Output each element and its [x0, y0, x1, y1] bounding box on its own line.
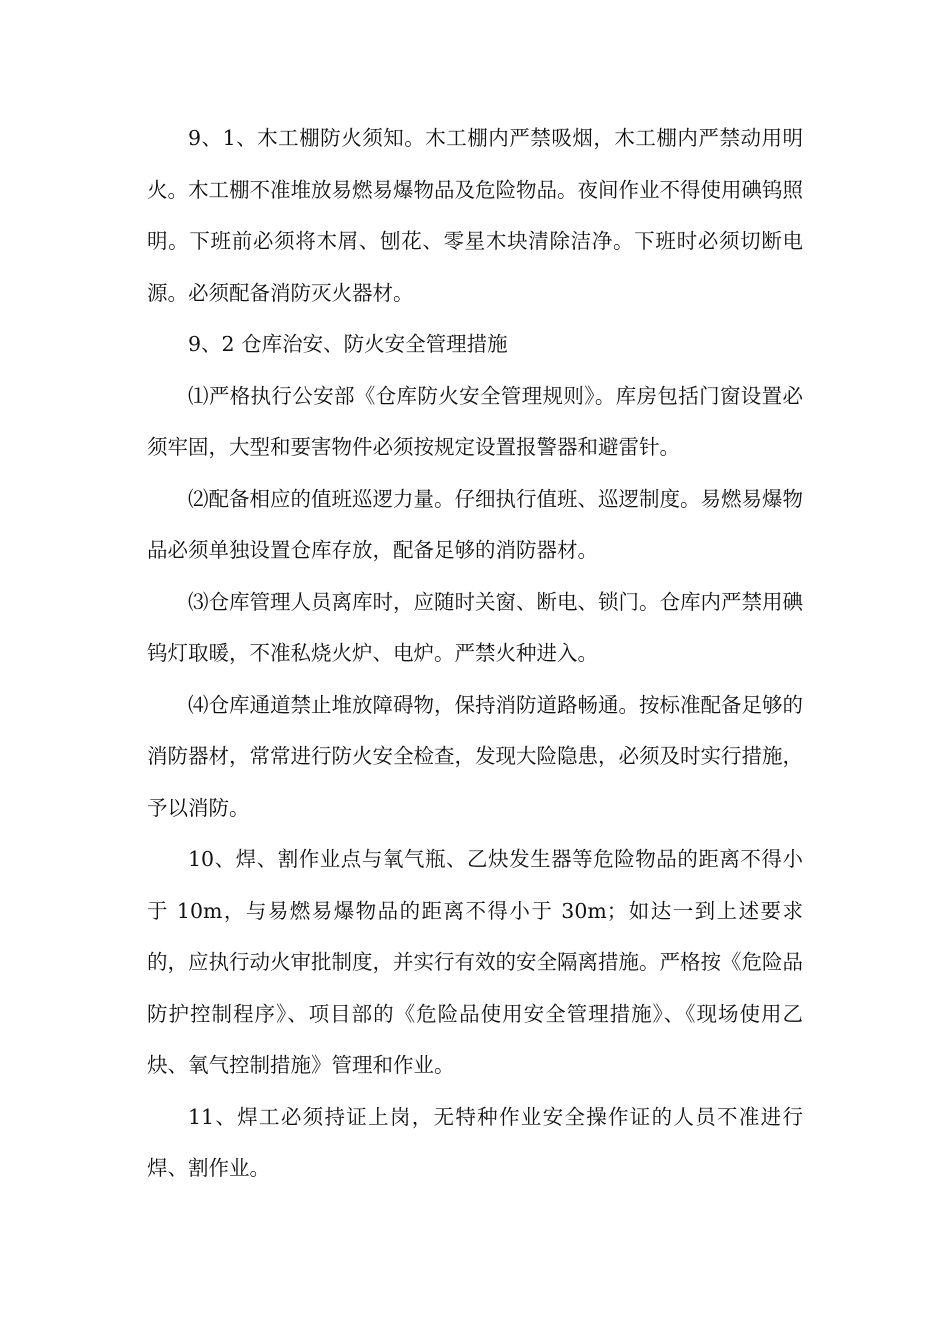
paragraph-warehouse-item-3: ⑶仓库管理人员离库时，应随时关窗、断电、锁门。仓库内严禁用碘钨灯取暖，不准私烧火炉、电炉。严禁火种进入。: [147, 589, 803, 665]
paragraph-warehouse-item-4: ⑷仓库通道禁止堆放障碍物，保持消防道路畅通。按标准配备足够的消防器材，常常进行防火安全检查，发现大险隐患，必须及时实行措施，予以消防。: [147, 692, 803, 820]
paragraph-warehouse-heading: 9、2 仓库治安、防火安全管理措施: [188, 332, 508, 356]
paragraph-warehouse-item-1: ⑴严格执行公安部《仓库防火安全管理规则》。库房包括门窗设置必须牢固，大型和要害物件必须按规定设置报警器和避雷针。: [147, 383, 803, 459]
paragraph-welding-distance: 10、焊、割作业点与氧气瓶、乙炔发生器等危险物品的距离不得小于 10m，与易燃易爆物品的距离不得小于 30m；如达一到上述要求的，应执行动火审批制度，并实行有效的安全隔离措施。严格按《危险品防护控制程序》、项目部的《危险品使用安全管理措施》、《现场使用乙炔、氧气控制措施》管理和作业。: [147, 847, 803, 1077]
paragraph-woodshed-fire-notice: 9、1、木工棚防火须知。木工棚内严禁吸烟，木工棚内严禁动用明火。木工棚不准堆放易燃易爆物品及危险物品。夜间作业不得使用碘钨照明。下班前必须将木屑、刨花、零星木块清除洁净。下班时必须切断电源。必须配备消防灭火器材。: [147, 126, 803, 305]
paragraph-warehouse-item-2: ⑵配备相应的值班巡逻力量。仔细执行值班、巡逻制度。易燃易爆物品必须单独设置仓库存放，配备足够的消防器材。: [147, 486, 803, 562]
paragraph-welder-certification: 11、焊工必须持证上岗，无特种作业安全操作证的人员不准进行焊、割作业。: [147, 1104, 803, 1180]
document-page: [147, 113, 803, 1195]
